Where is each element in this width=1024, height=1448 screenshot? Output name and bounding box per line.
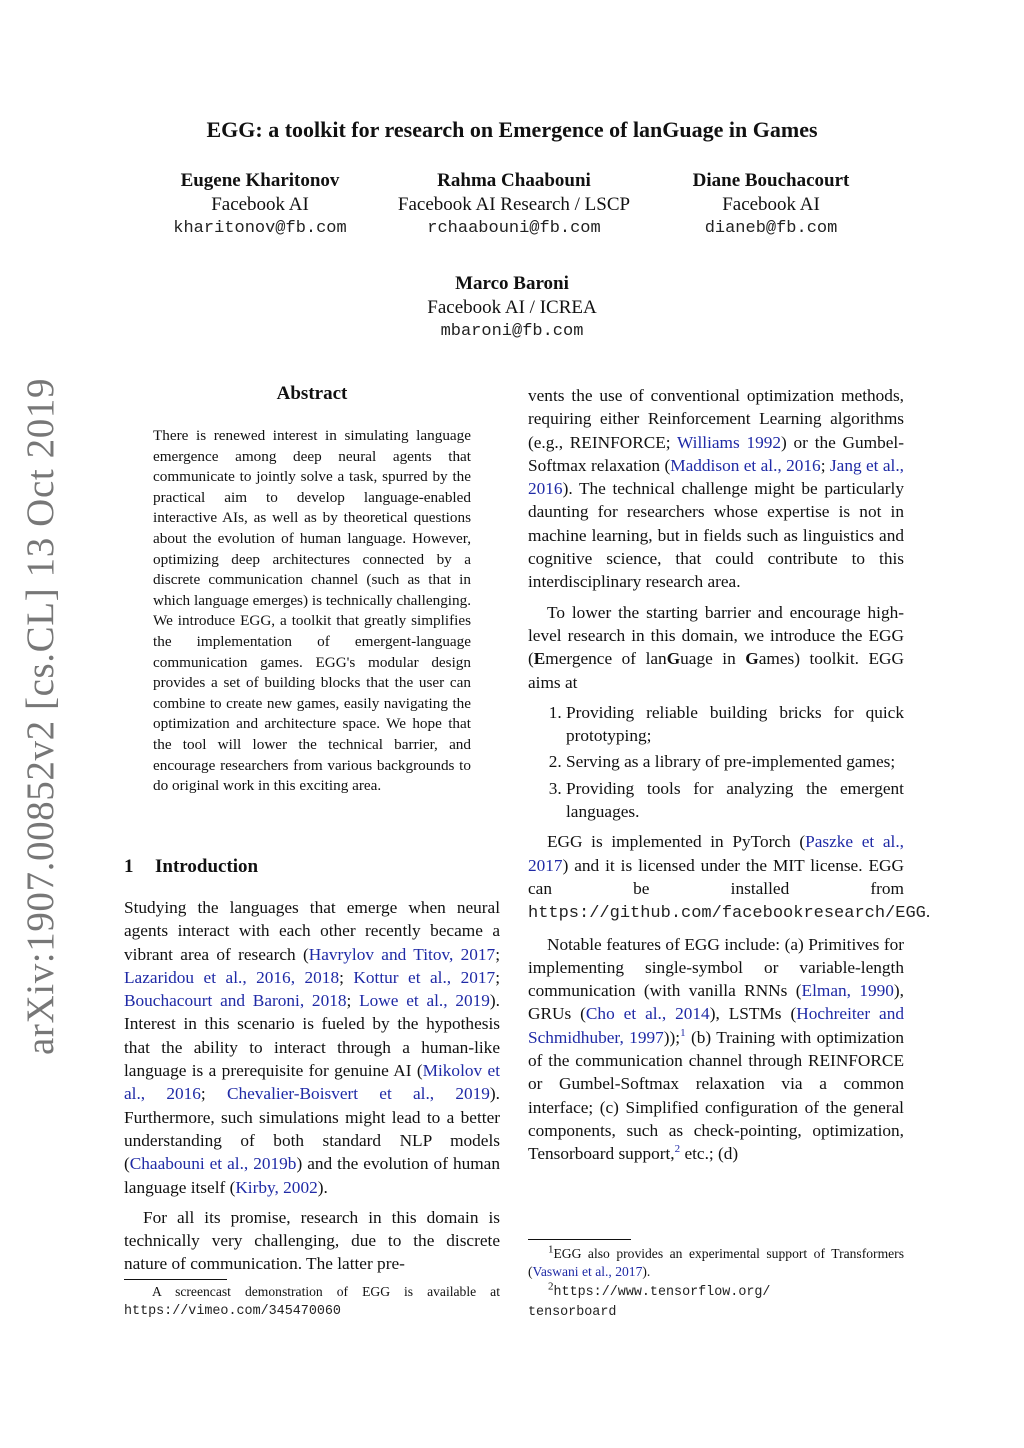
body-paragraph: Notable features of EGG include: (a) Primitives for implementing single-symbol or variable-length communication (with vanilla RNNs (Elman, 1990), GRUs (Cho et al., 2014), LSTMs (Hochreiter and Schmidhuber, 1997));$^1$ (b) Training with optimization of the communication channel through REINFORCE or Gumbel-Softmax relaxation via a common interface; (c) Simplified configuration of the general components, such as check-pointing, optimization, Tensorboard support,$^2$ etc.; (d) bbox=[528, 934, 904, 1164]
citation-link[interactable]: Bouchacourt and Baroni, 2018 bbox=[124, 991, 347, 1011]
author-block bbox=[140, 169, 380, 241]
right-column bbox=[528, 384, 931, 1173]
author-affiliation: Facebook AI / ICREA bbox=[427, 297, 597, 318]
section-heading-introduction bbox=[124, 856, 258, 878]
author-block bbox=[374, 169, 654, 241]
author-block bbox=[661, 169, 881, 241]
citation-link[interactable]: Paszke et al., 2017 bbox=[528, 832, 904, 875]
abstract-heading: Abstract bbox=[276, 383, 348, 404]
citation-link[interactable]: Vaswani et al., 2017 bbox=[532, 1264, 643, 1279]
author-email[interactable]: rchaabouni@fb.com bbox=[427, 219, 601, 238]
footnote-rule bbox=[124, 1279, 227, 1280]
footnote-rule bbox=[528, 1239, 631, 1240]
footnote-number: 1 bbox=[548, 1243, 554, 1256]
author-affiliation: Facebook AI bbox=[722, 194, 820, 215]
aims-list bbox=[528, 701, 904, 823]
intro-paragraph: For all its promise, research in this domain is technically very challenging, due to the discrete nature of communication. The latter pre- bbox=[124, 1207, 500, 1274]
tensorflow-url-link-continued[interactable]: tensorboard bbox=[528, 1305, 617, 1320]
arxiv-identifier-stamp: arXiv:1907.00852v2 [cs.CL] 13 Oct 2019 bbox=[19, 377, 62, 1055]
section-number: 1 bbox=[124, 856, 134, 877]
screencast-url-link[interactable]: https://vimeo.com/345470060 bbox=[124, 1304, 341, 1319]
intro-paragraph: Studying the languages that emerge when neural agents interact with each other recently became a vibrant area of research (Havrylov and Titov, 2017; Lazaridou et al., 2016, 2018; Kottur et al., 2017; Bouchacourt and Baroni, 2018; Lowe et al., 2019). Interest in this scenario is fueled by the hypothesis that the ability to interact through a human-like language is a prerequisite for genuine AI (Mikolov et al., 2016; Chevalier-Boisvert et al., 2019). Furthermore, such simulations might lead to a better understanding of both standard NLP models (Chaabouni et al., 2019b) and the evolution of human language itself (Kirby, 2002). bbox=[124, 898, 500, 1197]
footnote-1: $^1$EGG also provides an experimental support of Transformers (Vaswani et al., 2017). bbox=[528, 1243, 904, 1279]
citation-link[interactable]: Chevalier-Boisvert et al., 2019 bbox=[226, 1084, 490, 1104]
citation-link[interactable]: Lazaridou et al., 2016, 2018 bbox=[124, 967, 340, 987]
author-email[interactable]: mbaroni@fb.com bbox=[440, 322, 584, 341]
citation-link[interactable]: Maddison et al., 2016 bbox=[670, 455, 821, 475]
citation-link[interactable]: Jang et al., 2016 bbox=[528, 455, 904, 499]
body-paragraph: vents the use of conventional optimization methods, requiring either Reinforcement Learning algorithms (e.g., REINFORCE; Williams 1992) or the Gumbel-Softmax relaxation (Maddison et al., 2016; Jang et al., 2016). The technical challenge might be particularly daunting for researchers whose expertise is not in machine learning, but in fields such as linguistics and cognitive science, that could contribute to this interdisciplinary research area. bbox=[528, 386, 904, 592]
citation-link[interactable]: Hochreiter and Schmidhuber, 1997 bbox=[528, 1004, 904, 1047]
citation-link[interactable]: Elman, 1990 bbox=[801, 981, 894, 1001]
tensorflow-url-link[interactable]: https://www.tensorflow.org/ bbox=[553, 1285, 771, 1300]
footnote-screencast: A screencast demonstration of EGG is available at https://vimeo.com/345470060 bbox=[124, 1284, 500, 1319]
author-name: Diane Bouchacourt bbox=[692, 170, 850, 191]
citation-link[interactable]: Mikolov et al., 2016 bbox=[124, 1061, 500, 1104]
author-name: Marco Baroni bbox=[455, 273, 569, 294]
citation-link[interactable]: Williams 1992 bbox=[677, 432, 782, 452]
aims-list-item: 2. Serving as a library of pre-implemented games; bbox=[566, 750, 904, 773]
author-email[interactable]: dianeb@fb.com bbox=[704, 219, 838, 238]
footnote-marker[interactable]: 1 bbox=[680, 1026, 686, 1039]
aims-list-item: 1. Providing reliable building bricks for quick prototyping; bbox=[566, 701, 904, 748]
author-affiliation: Facebook AI Research / LSCP bbox=[397, 194, 631, 215]
author-affiliation: Facebook AI bbox=[211, 194, 309, 215]
footnote-marker[interactable]: 2 bbox=[674, 1143, 681, 1156]
citation-link[interactable]: Cho et al., 2014 bbox=[585, 1004, 710, 1024]
section-title: Introduction bbox=[155, 856, 259, 877]
author-email[interactable]: kharitonov@fb.com bbox=[173, 219, 347, 238]
citation-link[interactable]: Lowe et al., 2019 bbox=[359, 991, 490, 1011]
citation-link[interactable]: Havrylov and Titov, 2017 bbox=[308, 944, 496, 964]
abstract-text: There is renewed interest in simulating language emergence among deep neural agents that communicate to jointly solve a task, spurred by the practical aim to develop language-enabled interactive AIs, as well as by theoretical questions about the evolution of human language. However, optimizing deep architectures connected by a discrete communication channel (such as that in which language emerges) is technically challenging. We introduce EGG, a toolkit that greatly simplifies the implementation of emergent-language communication games. EGG's modular design provides a set of building blocks that the user can combine to create new games, easily navigating the optimization and architecture space. We hope that the tool will lower the technical barrier, and encourage researchers from various backgrounds to do original work in this exciting area. bbox=[153, 427, 471, 795]
body-paragraph: To lower the starting barrier and encourage high-level research in this domain, we introduce the EGG (Emergence of lanGuage in Games) toolkit. EGG aims at bbox=[528, 602, 904, 692]
author-name: Eugene Kharitonov bbox=[180, 170, 340, 191]
paper-title: EGG: a toolkit for research on Emergence of lanGuage in Games bbox=[206, 117, 818, 142]
left-column bbox=[124, 896, 500, 1283]
footnote-number: 2 bbox=[548, 1280, 554, 1293]
citation-link[interactable]: Kottur et al., 2017 bbox=[353, 967, 496, 987]
footnote-2 bbox=[528, 1282, 904, 1322]
body-paragraph: EGG is implemented in PyTorch (Paszke et al., 2017) and it is licensed under the MIT license. EGG can be installed from https://github.com/facebookresearch/EGG. bbox=[528, 832, 931, 924]
github-url-link[interactable]: https://github.com/facebookresearch/EGG bbox=[528, 904, 926, 924]
aims-list-item: 3. Providing tools for analyzing the emergent languages. bbox=[566, 777, 904, 824]
citation-link[interactable]: Chaabouni et al., 2019b bbox=[129, 1154, 297, 1174]
citation-link[interactable]: Kirby, 2002 bbox=[235, 1177, 318, 1197]
author-block bbox=[384, 272, 640, 344]
author-name: Rahma Chaabouni bbox=[437, 170, 591, 191]
